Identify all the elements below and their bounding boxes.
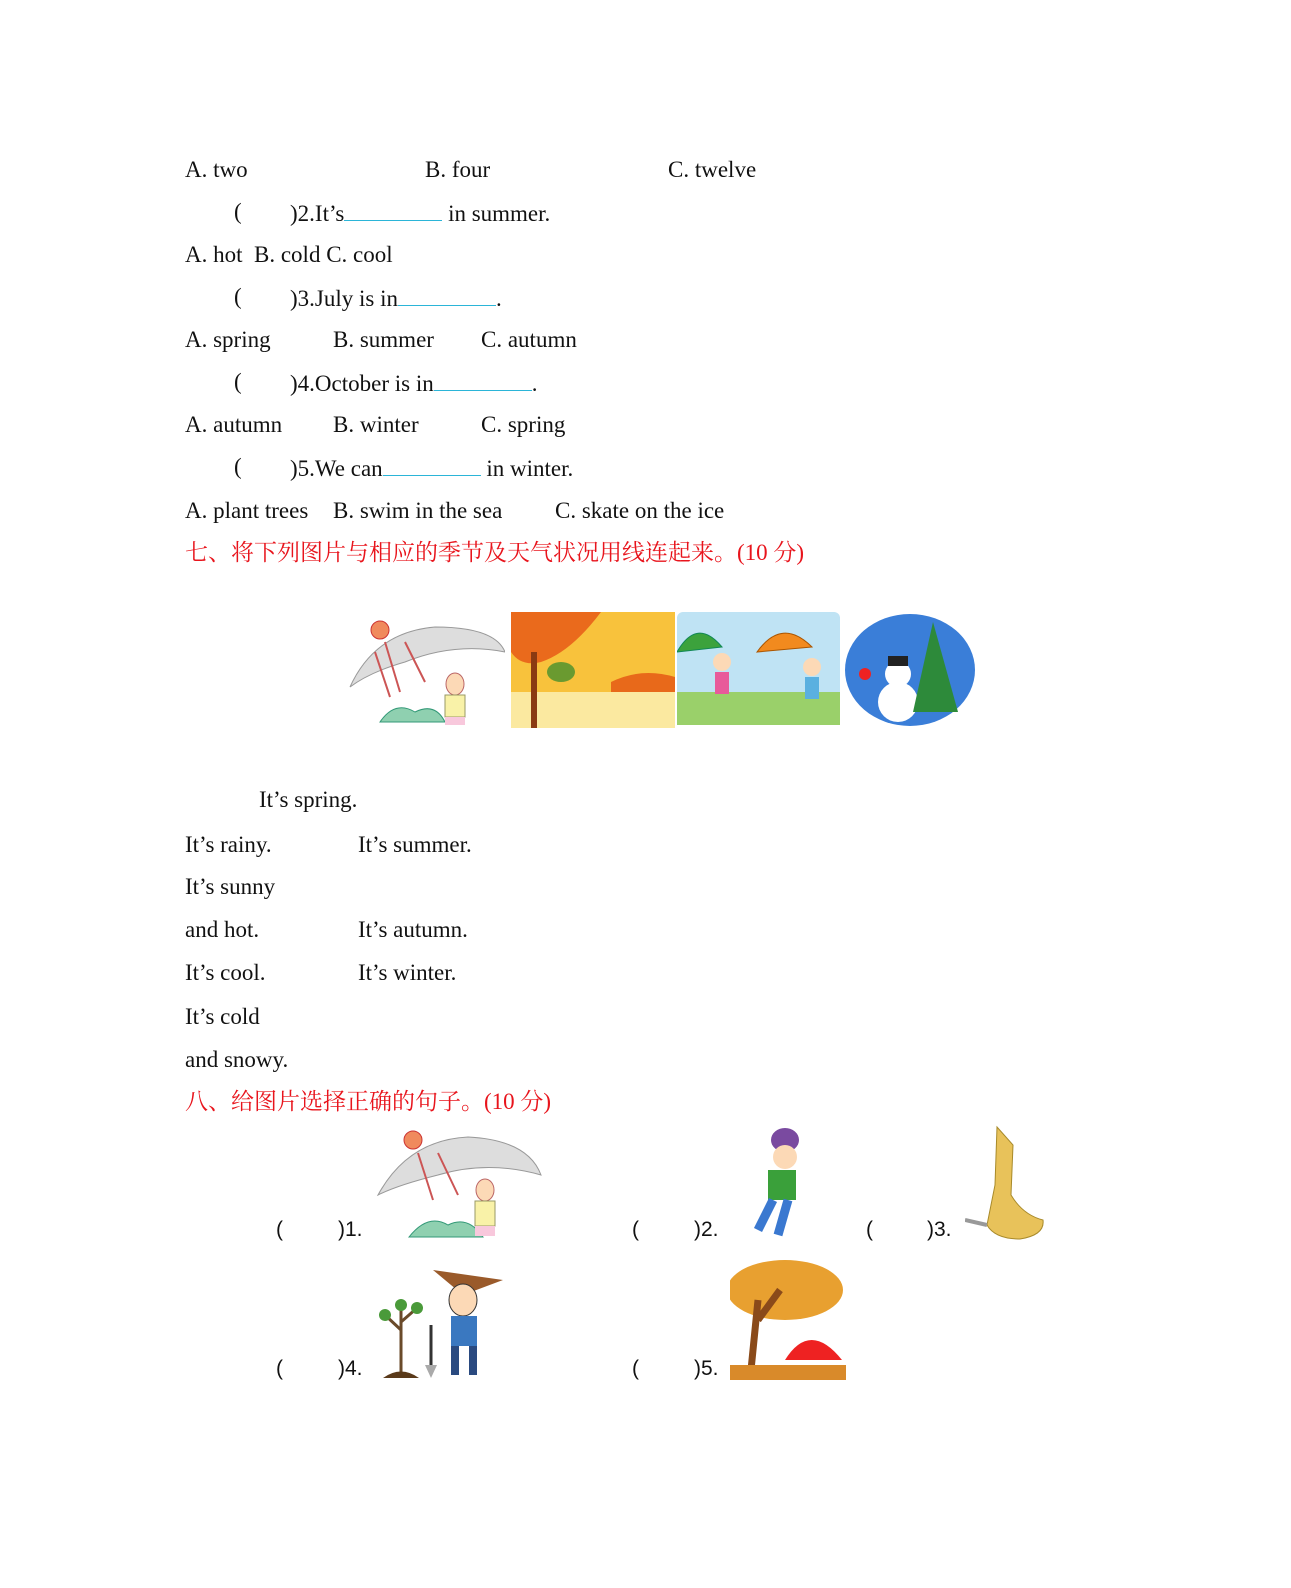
- item-1-paren[interactable]: (: [276, 1218, 283, 1241]
- q4-blank[interactable]: [434, 370, 532, 391]
- autumn-picture: [511, 612, 675, 728]
- item-5-paren[interactable]: (: [632, 1357, 639, 1380]
- section-7-heading: 七、将下列图片与相应的季节及天气状况用线连起来。(10 分): [185, 540, 805, 565]
- rainy-spring-picture: [677, 612, 840, 725]
- item-5-label: )5.: [694, 1357, 719, 1380]
- q3-option-a: A. spring: [185, 327, 271, 352]
- match-right-4: It’s winter.: [358, 960, 457, 985]
- skating-boy-picture: [733, 1125, 808, 1240]
- question-3: [290, 285, 502, 311]
- q5-answer-paren[interactable]: (: [234, 454, 242, 479]
- q5-option-b: B. swim in the sea: [333, 498, 503, 523]
- q5-option-c: C. skate on the ice: [555, 498, 725, 523]
- item-3-label: )3.: [927, 1218, 952, 1241]
- section-8-heading: 八、给图片选择正确的句子。(10 分): [185, 1089, 552, 1114]
- autumn-tree-umbrella-picture: [730, 1260, 846, 1380]
- planting-tree-picture: [373, 1260, 508, 1380]
- q5-blank[interactable]: [383, 455, 481, 476]
- question-4: [290, 370, 537, 396]
- item-4-label: )4.: [338, 1357, 363, 1380]
- item-2-label: )2.: [694, 1218, 719, 1241]
- q3-text: )3.July is in: [290, 286, 398, 311]
- q5-text: )5.We can: [290, 456, 383, 481]
- sunny-hot-picture-2: [373, 1125, 543, 1240]
- q4-answer-paren[interactable]: (: [234, 369, 242, 394]
- question-2: [290, 200, 550, 226]
- option-a: A. two: [185, 157, 248, 182]
- q4-text: )4.October is in: [290, 371, 434, 396]
- q2-blank[interactable]: [344, 200, 442, 221]
- match-right-2: It’s summer.: [358, 832, 472, 857]
- match-left-4b: and snowy.: [185, 1047, 289, 1072]
- item-3-paren[interactable]: (: [866, 1218, 873, 1241]
- match-left-2b: and hot.: [185, 917, 260, 942]
- q4-option-c: C. spring: [481, 412, 566, 437]
- match-right-1: It’s spring.: [259, 787, 358, 812]
- q2-answer-paren[interactable]: (: [234, 199, 242, 224]
- q3-answer-paren[interactable]: (: [234, 284, 242, 309]
- q2-after: in summer.: [448, 201, 551, 226]
- match-left-2: It’s sunny: [185, 874, 276, 899]
- item-4-paren[interactable]: (: [276, 1357, 283, 1380]
- q5-option-a: A. plant trees: [185, 498, 309, 523]
- q2-text: )2.It’s: [290, 201, 345, 226]
- q3-option-b: B. summer: [333, 327, 434, 352]
- match-right-3: It’s autumn.: [358, 917, 468, 942]
- q3-blank[interactable]: [398, 285, 496, 306]
- sunny-hot-picture: [345, 612, 505, 728]
- q4-option-a: A. autumn: [185, 412, 283, 437]
- q5-after: in winter.: [486, 456, 574, 481]
- q2-options: A. hot B. cold C. cool: [185, 242, 393, 267]
- question-5: [290, 455, 573, 481]
- option-c: C. twelve: [668, 157, 757, 182]
- winter-snowman-picture: [843, 612, 978, 728]
- match-left-1: It’s rainy.: [185, 832, 272, 857]
- q3-after: .: [495, 286, 502, 311]
- item-1-label: )1.: [338, 1218, 363, 1241]
- foot-picture: [965, 1125, 1047, 1243]
- option-b: B. four: [425, 157, 491, 182]
- item-2-paren[interactable]: (: [632, 1218, 639, 1241]
- q3-option-c: C. autumn: [481, 327, 577, 352]
- match-left-4: It’s cold: [185, 1004, 260, 1029]
- q4-after: .: [531, 371, 538, 396]
- match-left-3: It’s cool.: [185, 960, 266, 985]
- q4-option-b: B. winter: [333, 412, 419, 437]
